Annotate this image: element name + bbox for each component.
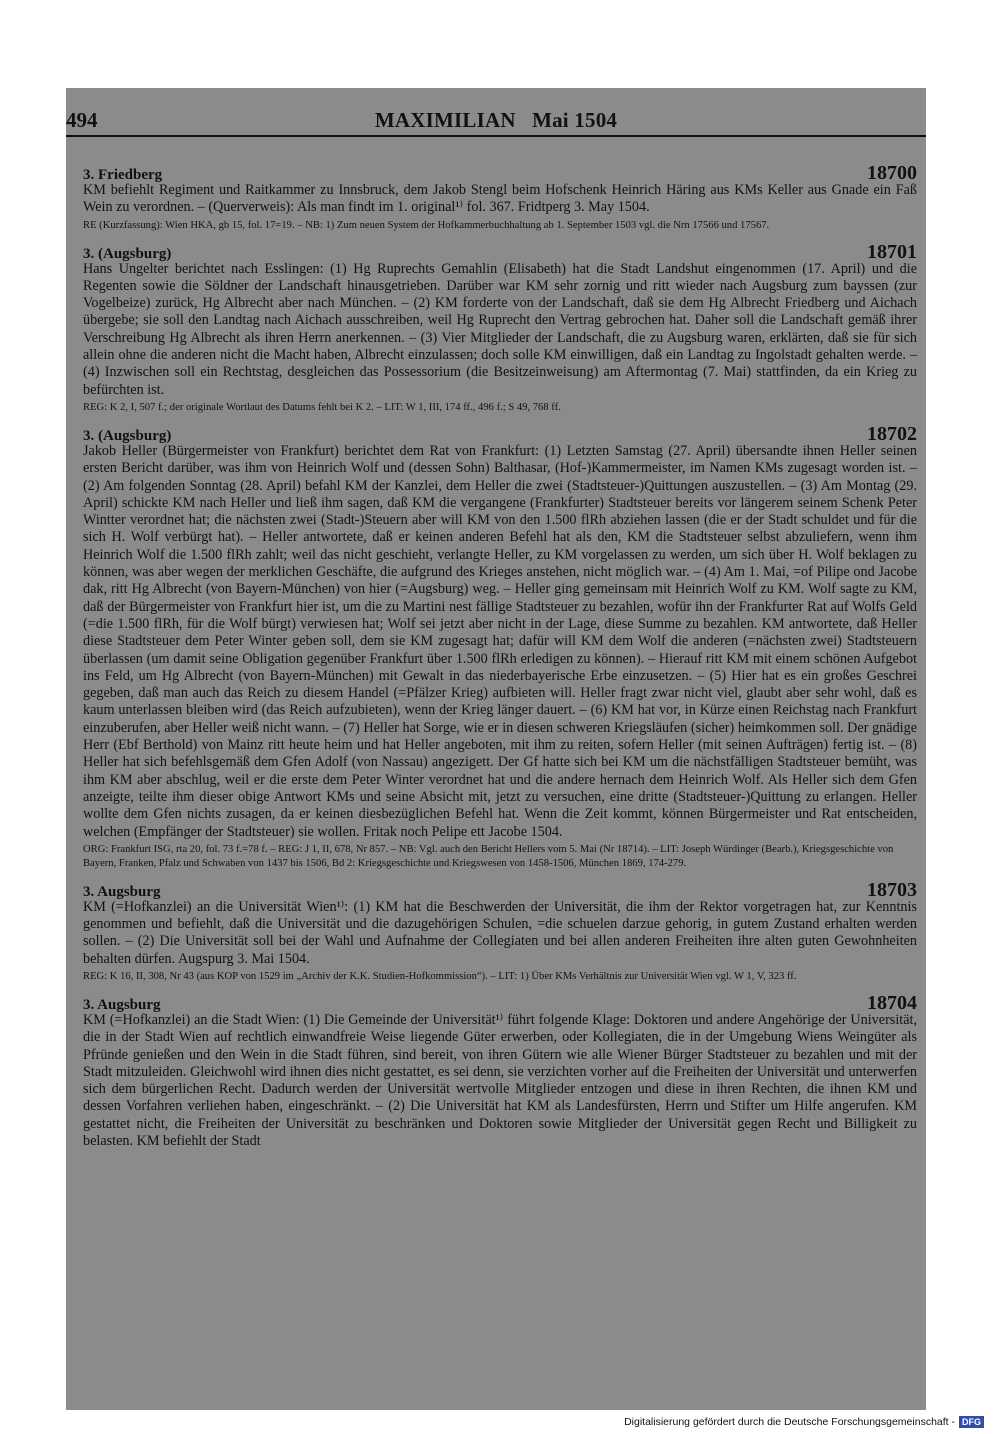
credit-text: Digitalisierung gefördert durch die Deutsche Forschungsgemeinschaft -: [624, 1416, 955, 1428]
dfg-logo: DFG: [959, 1416, 984, 1428]
entry-number: 18703: [867, 878, 917, 901]
entry-18702: [83, 423, 917, 871]
entry-place: 3. Augsburg: [83, 883, 161, 900]
entry-text: KM (=Hofkanzlei) an die Stadt Wien: (1) Die Gemeinde der Universität¹⁾ führt folgende Klage: Doktoren und andere Angehörige der Universität, die in der Stadt Wien auf rechtlich einwandfreie Weise liegende Güter erwerben, oder Kollegiaten, die in der Umgebung Wiens Weingüter als Pfründe genießen und den Wein in die Stadt führen, sind bereit, von ihren Gütern wie alle Wiener Bürger Stadtsteuer zu bezahlen und mit der Stadt mitzuleiden. Gleichwohl wird ihnen dies nicht gestattet, es sei denn, sie verzichten vorher auf die Freiheiten der Universität und unterwerfen sich dem bürgerlichen Recht. Dadurch werden der Universität wertvolle Mitglieder entzogen und diese in ihren Rechten, die ihnen KM und dessen Vorfahren verliehen haben, eingeschränkt. – (2) Die Universität hat KM als Landesfürsten, Herrn und Stifter um Hilfe angerufen. KM gestattet nicht, die Freiheiten der Universität zu beschränken und Doktoren sowie Mitglieder der Universität gegen Recht und Billigkeit zu belasten. KM befiehlt der Stadt: [83, 1011, 917, 1150]
entry-note: REG: K 16, II, 308, Nr 43 (aus KOP von 1529 im „Archiv der K.K. Studien-Hofkommission“). – LIT: 1) Über KMs Verhältnis zur Universität Wien vgl. W 1, V, 323 ff.: [83, 970, 797, 982]
entry-place: 3. (Augsburg): [83, 245, 172, 262]
entry-head: [83, 241, 917, 261]
scanned-page: [66, 88, 926, 1410]
entry-18700: [83, 162, 917, 233]
entry-text: Hans Ungelter berichtet nach Esslingen: (1) Hg Ruprechts Gemahlin (Elisabeth) hat die Stadt Landshut eingenommen (17. April) und die Regenten sowie die Söldner der Landschaft hinausgetrieben. Darüber war KM sehr zornig und ritt wieder nach Augsburg zum bayssen (zur Vogelbeize) zurück, Hg Albrecht aber nach München. – (2) KM forderte von der Landschaft, daß sie dem Hg Albrecht Friedberg und Aichach übergebe; sie soll den Landtag nach Aichach ausschreiben, weil Hg Ruprecht den Vertrag gebrochen hat. Daher soll die Landschaft gemäß ihrer Verschreibung Hg Albrecht als ihren Herrn anerkennen. – (3) Vier Mitglieder der Landschaft, die zu Augsburg waren, erklärten, daß sie für sich allein ohne die anderen nicht die Macht haben, Albrecht einzulassen; doch solle KM einwilligen, daß ein Landtag zu Ingolstadt gehalten werde. – (4) Inzwischen soll ein Rechtstag, desgleichen das Possessorium (die Besitzeinweisung) am Aftermontag (7. Mai) stattfinden, da ein Krieg zu befürchten ist.: [83, 260, 917, 398]
dfg-credit: [624, 1416, 984, 1428]
entry-number: 18702: [867, 422, 917, 445]
entry-text: KM (=Hofkanzlei) an die Universität Wien¹⁾: (1) KM hat die Beschwerden der Universität, die ihm der Rektor vorgetragen hat, zur Kenntnis genommen und befiehlt, daß die Universität und die dazugehörigen Schulen, =die schuelen darzue gehorig, in gutem Zustand erhalten werden sollen. – (2) Die Universität soll bei der Wahl und Aufnahme der Collegiaten und bei allen anderen Freiheiten ihre alten guten Gewohnheiten behalten dürfen. Augspurg 3. Mai 1504.: [83, 898, 917, 967]
entry-note: ORG: Frankfurt ISG, rta 20, fol. 73 f.=78 f. – REG: J 1, II, 678, Nr 857. – NB: Vgl. auch den Bericht Hellers vom 5. Mai (Nr 18714). – LIT: Joseph Würdinger (Bearb.), Kriegsgeschichte von Bayern, Franken, Pfalz und Schwaben von 1437 bis 1506, Bd 2: Kriegsgeschichte und Kriegswesen von 1458-1506, München 1869, 174-279.: [83, 843, 894, 869]
entry-number: 18701: [867, 240, 917, 263]
entry-18704: [83, 992, 917, 1150]
entry-number: 18704: [867, 991, 917, 1014]
entry-number: 18700: [867, 162, 917, 184]
entry-text: KM befiehlt Regiment und Raitkammer zu Innsbruck, dem Jakob Stengl beim Hofschenk Heinrich Häring aus KMs Keller aus Gnade ein Faß Wein zu verordnen. – (Querverweis): Als man findt im 1. original¹⁾ fol. 367. Fridtperg 3. May 1504.: [83, 182, 917, 216]
entry-place: 3. (Augsburg): [83, 427, 172, 444]
entry-18703: [83, 879, 917, 984]
entry-head: [83, 879, 917, 899]
entry-head: [83, 162, 917, 182]
page-number: 494: [66, 108, 98, 132]
header-rule: [66, 135, 926, 137]
entry-place: 3. Friedberg: [83, 167, 163, 183]
entry-head: [83, 423, 917, 443]
entry-note: RE (Kurzfassung): Wien HKA, gb 15, fol. 17=19. – NB: 1) Zum neuen System der Hofkammerbuchhaltung ab 1. September 1503 vgl. die Nrn 17566 und 17567.: [83, 219, 770, 231]
page-header: [66, 108, 926, 136]
entry-text: Jakob Heller (Bürgermeister von Frankfurt) berichtet dem Rat von Frankfurt: (1) Letzten Samstag (27. April) übersandte ihnen Heller seinen ersten Bericht darüber, was ihm von Heinrich Wolf und (dessen Sohn) Balthasar, (Hof-)Kammermeister, im Namen KMs zugesagt worden ist. – (2) Am folgenden Sonntag (28. April) befahl KM der Kanzlei, dem Heller die zwei (Stadtsteuer-)Quittungen auszustellen. – (3) Am Montag (29. April) schickte KM nach Heller und ließ ihm sagen, daß KM die vergangene (Frankfurter) Stadtsteuer bereits vor längerem seinem Schenk Peter Wintter verordnet hat; die nächsten zwei (Stadt-)Steuern aber will KM von den 1.500 flRh abziehen lassen (die er der Stadt schuldet und für die sich H. Wolf verbürgt hat). – Heller antwortete, daß er keinen anderen Befehl hat als den, KM die Stadtsteuer selbst abzuliefern, wenn ihm Heinrich Wolf die 1.500 flRh zahlt; weil das nicht geschieht, verlangte Heller, zu KM vorgelassen zu werden, um sich über H. Wolf beklagen zu können, was aber wegen der merklichen Geschäfte, die aufgrund des Krieges anstehen, nicht möglich war. – (4) Am 1. Mai, =of Pilipe ond Jacobe dak, ritt Hg Albrecht (von Bayern-München) von hier (=Augsburg) weg. – Heller ging gemeinsam mit Heinrich Wolf zu KM. Wolf sagte zu KM, daß der Bürgermeister von Frankfurt hier ist, um die zu Martini nest fällige Stadtsteuer zu bezahlen, wofür ihn der Frankfurter Rat auf Wolfs Geld (=die 1.500 flRh, für die Wolf bürgt) verwiesen hat; Wolf sei jetzt aber nicht in der Lage, diese Summe zu bezahlen. KM antwortete, daß Heller diese Stadtsteuer dem Peter Winter geben soll, dem sie KM zugesagt hat; dafür will KM dem Wolf die anderen (=nächsten zwei) Stadtsteuern überlassen (um damit seine Obligation gegenüber Frankfurt über 1.500 flRh erledigen zu können). – Hierauf ritt KM mit einem schönen Aufgebot ins Feld, um Hg Albrecht (von Bayern-München) mit Gewalt in das niederbayerische Erbe einzusetzen. – (5) Hier hat es ein großes Geschrei gegeben, daß man auch das Reich zu diesem Handel (=Pfälzer Krieg) aufbieten will. Heller fragt zwar nicht viel, glaubt aber sehr wohl, daß es kaum unterlassen bleiben wird (das Reich aufzubieten), wenn der Krieg länger dauert. – (6) KM hat vor, in Kürze einen Reichstag nach Frankfurt einzuberufen, aber Heller weiß nicht wann. – (7) Heller hat Sorge, wie er in diesen schweren Kriegsläufen (sicher) heimkommen soll. Der gnädige Herr (Ebf Berthold) von Mainz ritt heute heim und hat Heller angeboten, mit ihm zu reiten, sofern Heller (mit seinen Aufträgen) fertig ist. – (8) Heller hat sich befehlsgemäß dem Gfen Adolf (von Nassau) angezigett. Der Gf hatte sich bei KM um die nächstfälligen Stadtsteuer bemüht, was ihm KM aber abschlug, weil er die erste dem Peter Winter verordnet hat und die andere hernach dem Heinrich Wolf. Als Heller sich dem Gfen anzeigte, teilte ihm dieser obige Antwort KMs und seine Absicht mit, jetzt zu versuchen, eine dritte (Stadtsteuer-)Quittung zu erlangen. Heller wollte dem Gfen nichts zusagen, da er keinen diesbezüglichen Befehl hat. Wenn die Zeit kommt, können Bürgermeister und Rat entscheiden, welchen (Empfänger der Stadtsteuer) sie wollen. Fritak noch Pelipe ett Jacobe 1504.: [83, 442, 917, 840]
entry-place: 3. Augsburg: [83, 996, 161, 1013]
entry-note: REG: K 2, I, 507 f.; der originale Wortlaut des Datums fehlt bei K 2. – LIT: W 1, III, 174 ff., 496 f.; S 49, 768 ff.: [83, 401, 561, 413]
running-title: MAXIMILIAN Mai 1504: [374, 108, 618, 132]
entries: [83, 162, 917, 1158]
entry-head: [83, 992, 917, 1012]
entry-18701: [83, 241, 917, 415]
